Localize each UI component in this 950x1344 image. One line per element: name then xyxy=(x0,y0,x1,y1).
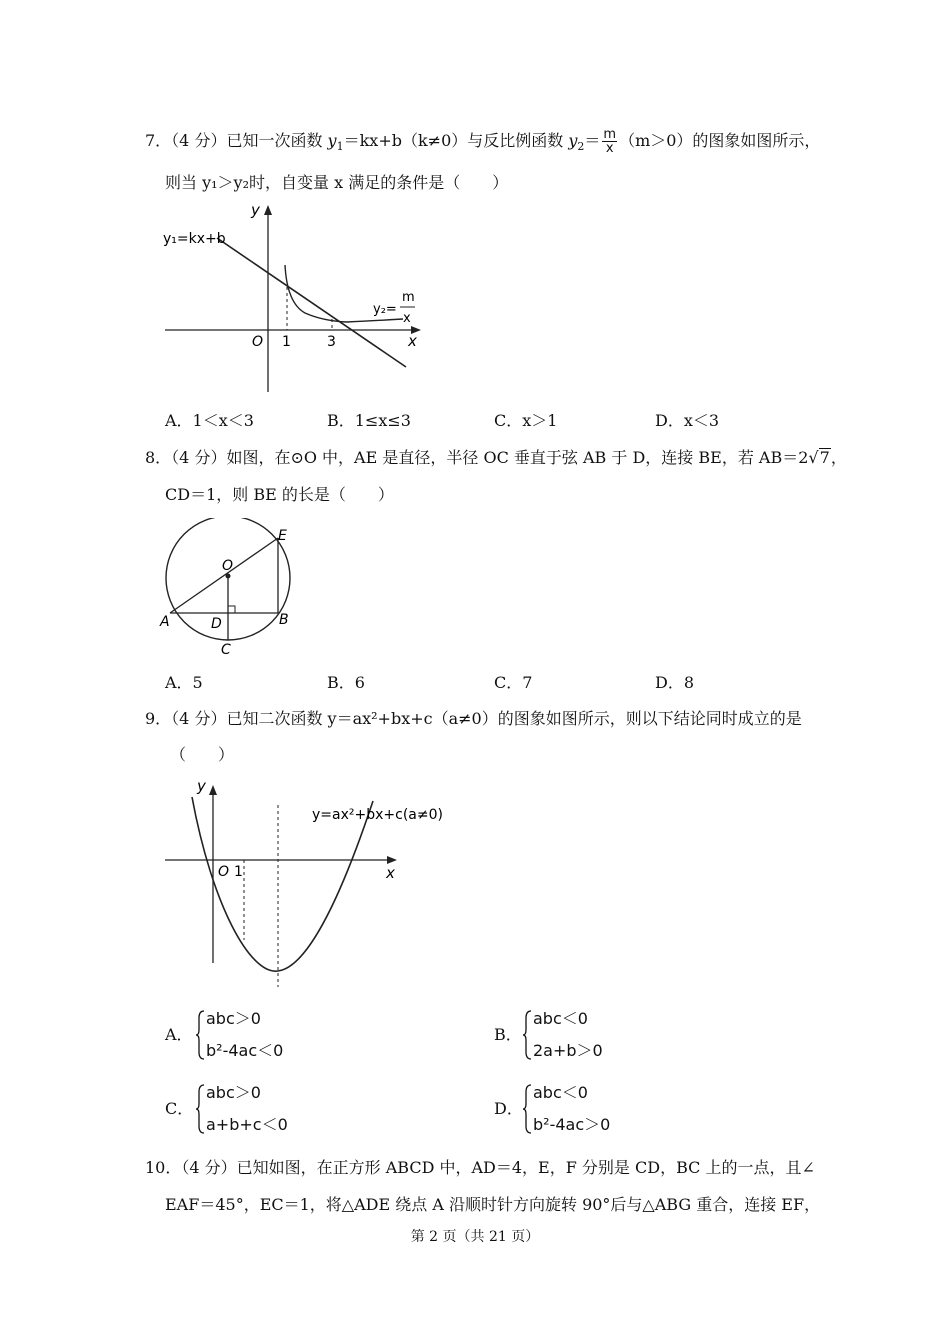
q7-option-a[interactable]: A．1＜x＜3 xyxy=(165,411,254,430)
q9-function-label: y=ax²+bx+c(a≠0) xyxy=(312,807,443,823)
q8-graph xyxy=(158,518,303,658)
q9-axis-y: y xyxy=(197,777,206,795)
q9-tick-1: 1 xyxy=(234,864,243,880)
q7-tick-3: 3 xyxy=(327,334,336,350)
q8-option-d[interactable]: D．8 xyxy=(655,673,695,692)
q7-axis-y: y xyxy=(251,201,260,219)
q8-line1: 8．（4 分）如图，在⊙O 中，AE 是直径，半径 OC 垂直于弦 AB 于 D，连接 BE，若 AB＝2√7， xyxy=(145,448,847,467)
brace-icon xyxy=(523,1084,531,1134)
q7-tick-1: 1 xyxy=(282,334,291,350)
q7-origin: O xyxy=(252,334,264,350)
q10-line1: 10．（4 分）已知如图，在正方形 ABCD 中，AD＝4，E，F 分别是 CD，BC 上的一点，且∠ xyxy=(145,1158,815,1177)
q8-label-o: O xyxy=(222,558,234,574)
q7-fraction: $\frac{m}{x}$ xyxy=(603,127,617,156)
q9-axis-x: x xyxy=(386,864,395,882)
q8-label-c: C xyxy=(221,642,231,658)
q8-label-e: E xyxy=(278,528,287,544)
q7-line-label: y₁=kx+b xyxy=(163,231,226,247)
q8-line2: CD＝1，则 BE 的长是（ ） xyxy=(165,485,394,504)
q7-curve-den: x xyxy=(403,311,411,326)
q8-label-a: A xyxy=(160,614,170,630)
q8-label-b: B xyxy=(279,612,289,628)
q8-option-b[interactable]: B．6 xyxy=(327,673,365,692)
brace-icon xyxy=(196,1084,204,1134)
q8-label-d: D xyxy=(211,616,222,632)
q7-curve-num: m xyxy=(402,290,415,305)
q10-line2: EAF＝45°，EC＝1，将△ADE 绕点 A 沿顺时针方向旋转 90°后与△ABG 重合，连接 EF， xyxy=(165,1195,821,1214)
brace-icon xyxy=(196,1010,204,1060)
brace-icon xyxy=(523,1010,531,1060)
q9-line1: 9．（4 分）已知二次函数 y＝ax²+bx+c（a≠0）的图象如图所示，则以下结论同时成立的是 xyxy=(145,709,802,728)
q9-origin: O xyxy=(218,864,230,880)
q8-option-c[interactable]: C．7 xyxy=(494,673,533,692)
q7-curve-label: y₂= xyxy=(373,302,397,317)
q7-axis-x: x xyxy=(408,332,417,350)
q7-option-c[interactable]: C．x＞1 xyxy=(494,411,558,430)
q9-line2: （ ） xyxy=(170,745,235,764)
q8-option-a[interactable]: A．5 xyxy=(165,673,203,692)
q7-option-d[interactable]: D．x＜3 xyxy=(655,411,720,430)
q7-line1: 7．（4 分）已知一次函数 $y_1=kx+b(k\ne 0)$与反比例函数 $y_2=$ $\frac{m}{x}$ （m＞0）的图象如图所示， xyxy=(145,127,821,156)
q7-line2: 则当 y₁＞y₂时，自变量 x 满足的条件是（ ） xyxy=(165,173,509,192)
q9-graph xyxy=(160,775,450,990)
page-footer: 第 2 页（共 21 页） xyxy=(410,1229,540,1245)
q7-graph xyxy=(155,195,435,400)
q7-option-b[interactable]: B．1≤x≤3 xyxy=(327,411,411,430)
